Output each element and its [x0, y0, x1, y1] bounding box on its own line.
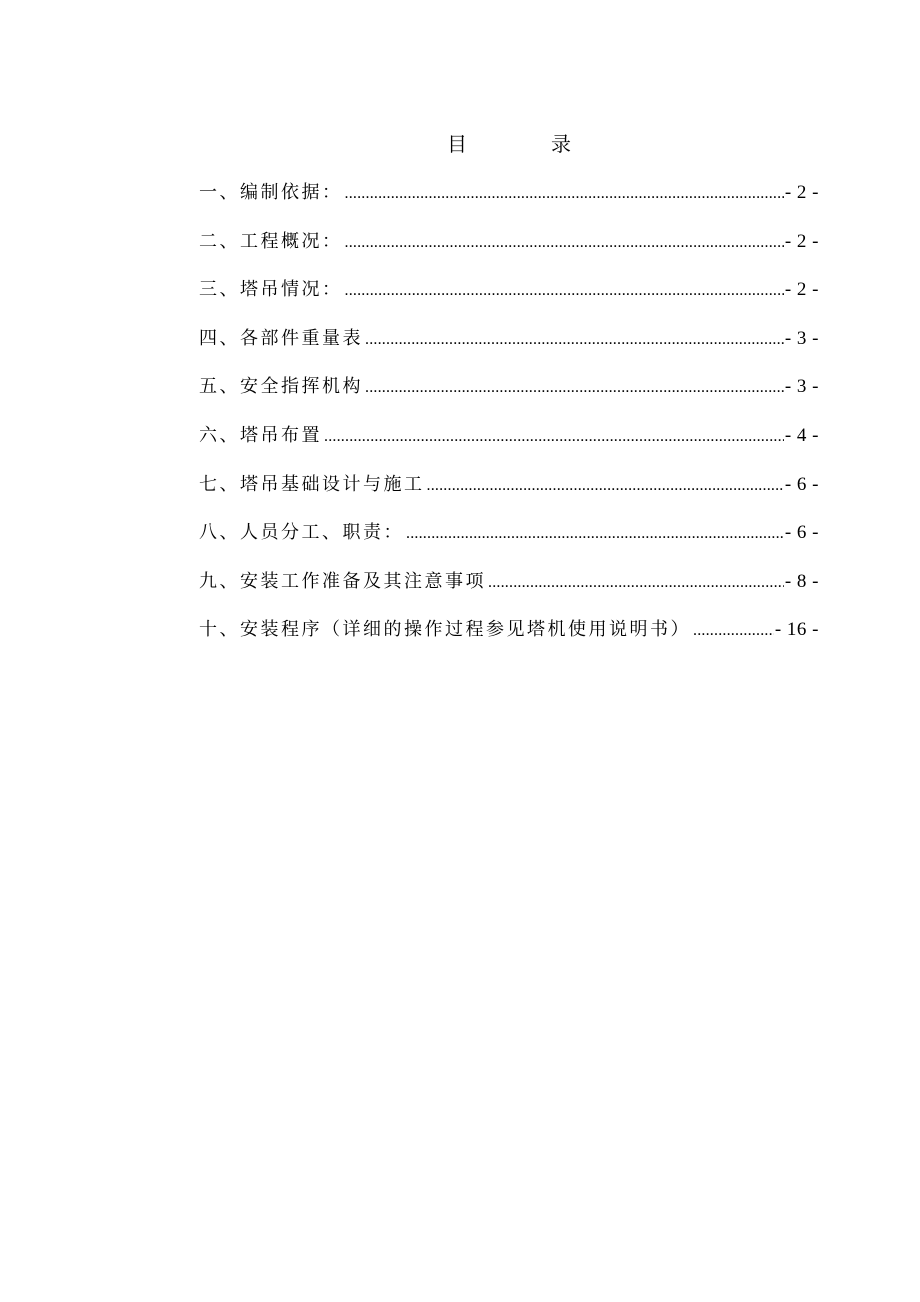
- toc-entry-page: - 4 -: [784, 424, 819, 446]
- toc-entry-page: - 2 -: [784, 230, 819, 252]
- toc-entry-label: 三、塔吊情况：: [199, 279, 343, 301]
- toc-entry-label: 十、安装程序（详细的操作过程参见塔机使用说明书）: [199, 619, 691, 641]
- toc-leader-dots: [345, 274, 784, 308]
- toc-title: [0, 128, 920, 160]
- toc-entry[interactable]: [199, 370, 819, 419]
- toc-entry-label: 五、安全指挥机构: [199, 376, 363, 398]
- toc-entry-label: 八、人员分工、职责：: [199, 522, 404, 544]
- toc-leader-dots: [427, 469, 784, 503]
- toc-entry-label: 七、塔吊基础设计与施工: [199, 473, 425, 495]
- toc-entry[interactable]: [199, 273, 819, 322]
- toc-entry-label: 九、安装工作准备及其注意事项: [199, 570, 486, 592]
- toc-entry[interactable]: [199, 613, 819, 662]
- toc-entry[interactable]: [199, 565, 819, 614]
- toc-entry-page: - 8 -: [784, 570, 819, 592]
- toc-entry-page: - 3 -: [784, 327, 819, 349]
- toc-entry-page: - 16 -: [774, 619, 819, 641]
- toc-title-right: 录: [551, 132, 571, 156]
- toc-entry[interactable]: [199, 419, 819, 468]
- toc-entry-page: - 2 -: [784, 279, 819, 301]
- toc-leader-dots: [324, 420, 784, 454]
- toc-list: [199, 176, 819, 662]
- toc-entry-page: - 3 -: [784, 376, 819, 398]
- toc-title-left: 目: [447, 132, 467, 156]
- toc-entry-page: - 6 -: [784, 473, 819, 495]
- toc-entry[interactable]: [199, 468, 819, 517]
- toc-entry-label: 四、各部件重量表: [199, 327, 363, 349]
- toc-entry-label: 一、编制依据：: [199, 182, 343, 203]
- toc-entry-page: - 2 -: [784, 182, 819, 203]
- toc-entry-page: - 6 -: [784, 522, 819, 544]
- toc-leader-dots: [345, 177, 784, 211]
- toc-entry[interactable]: [199, 225, 819, 274]
- toc-leader-dots: [488, 566, 784, 600]
- toc-entry[interactable]: [199, 176, 819, 225]
- toc-leader-dots: [365, 371, 784, 405]
- toc-entry-label: 六、塔吊布置: [199, 424, 322, 446]
- toc-leader-dots: [365, 323, 784, 357]
- toc-entry[interactable]: [199, 322, 819, 371]
- toc-entry-label: 二、工程概况：: [199, 230, 343, 252]
- toc-leader-dots: [406, 517, 784, 551]
- toc-leader-dots: [345, 226, 784, 260]
- toc-leader-dots: [693, 614, 774, 648]
- toc-entry[interactable]: [199, 516, 819, 565]
